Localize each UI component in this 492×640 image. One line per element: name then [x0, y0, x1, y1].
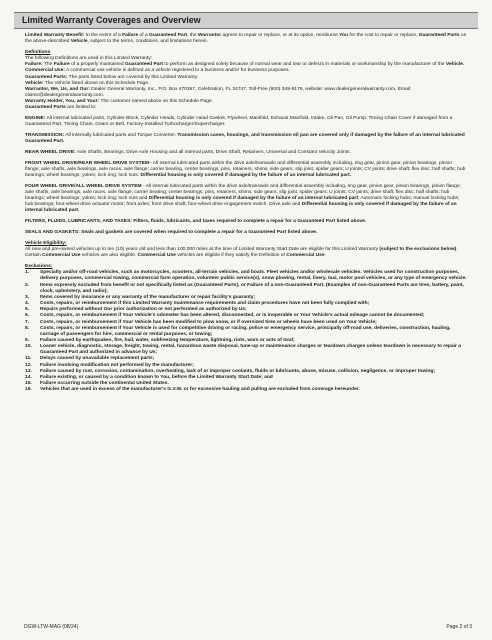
exclusion-item [25, 283, 468, 295]
exclusion-item [25, 387, 468, 393]
coverage-front-wheel-drive: FRONT WHEEL DRIVE/REAR WHEEL DRIVE SYSTEM– All internal lubricated parts within the drive axle/transaxle and differential assembly including, ring gear, pinion gear, pinion bearings, pinion flange; axle shafts, axle bearings, axle races, axle flange; carrier bearing, center bearings, pins, retainers, shims, side gears, slip joint, spider gears; U joints; CV joints; drive shaft; flex disc; half shafts; hub bearings; wheel bearings; yokes; lock ring; lock nuts. Differential housing is only covered if damaged by the failure of an internal lubricated part. [25, 160, 466, 178]
exclusion-text: Items covered by insurance or any warranty of the manufacturer or repair facility's guaranty; [40, 294, 256, 300]
definitions-section [25, 50, 468, 112]
definition-commercial-use: Commercial Use: A commercial use vehicle is defined as a vehicle registered to a business and/or for business purposes. [25, 68, 290, 74]
exclusion-text: Specialty and/or off-road vehicles, such as motorcycles, scooters, all-terrain vehicles, and boats. Fleet vehicles and/or wholesale vehicles. Vehicles used for construction purposes, delivery purposes, commercial towing, commercial farm operation, volunteer public service(s), snow plowing, rental, livery, taxi, motor pool vehicles, or any type of emergency vehicle. [40, 270, 467, 282]
exclusion-number: 13. [25, 368, 32, 374]
coverage-seals-gaskets: SEALS AND GASKETS: Seals and gaskets are covered when required to complete a repair for a Guaranteed Part listed above. [25, 229, 318, 235]
exclusion-text: Items expressly excluded from benefit or not specifically listed as (Guaranteed Parts), or Failure of a non-Guaranteed Part. (Examples of non-Guaranteed Parts are tires, battery, paint, clock, upholstery, and radio); [40, 282, 464, 294]
definition-warranty-holder: Warranty Holder, You, and Your: The customer named above on this Schedule Page. [25, 99, 214, 105]
exclusion-number: 16. [25, 387, 32, 393]
exclusion-number: 12. [25, 362, 32, 368]
exclusion-number: 10. [25, 344, 32, 350]
exclusion-text: Failure caused by earthquakes, fire, hail, water, subfreezing temperature, lightning, riots, wars or acts of God; [40, 338, 295, 343]
definitions-intro: The following Definitions are used in this Limited Warranty: [25, 56, 153, 62]
exclusion-number: 1. [25, 270, 30, 276]
exclusion-number: 14. [25, 374, 32, 380]
definition-failure: Failure: The Failure of a properly maintained Guaranteed Part to perform as designed solely because of normal wear and tear or defects in materials or workmanship by the manufacturer of the Vehicle. [25, 62, 465, 68]
exclusion-number: 2. [25, 282, 30, 288]
benefit-term: Limited Warranty Benefit: [25, 33, 85, 38]
exclusion-text: Failure existing, or caused by a condition known to You, before the Limited Warranty Start Date; and [40, 374, 273, 380]
exclusion-item [25, 326, 468, 338]
definition-warrantor: Warrantor, We, Us, and Our: Dealer General Warranty, Inc., P.O. Box 470367, Celebration, FL 34747, Toll-Free (800) 349-9179, website: www.dealergeneralwarranty.com, Email: claims@dealergeneralwarranty.com. [25, 86, 412, 98]
exclusion-number: 9. [25, 338, 30, 343]
exclusion-text: Delays caused by unavailable replacement parts; [40, 356, 155, 362]
exclusion-text: Failure involving modification not performed by the manufacturer; [40, 362, 194, 368]
exclusion-text: Costs, repairs, or reimbursement if Your Vehicle's odometer has been altered, disconnected, or is inoperable or Your Vehicle's actual mileage cannot be documented; [40, 313, 425, 319]
exclusion-text: Failure occurring outside the continental United States. [40, 381, 169, 387]
coverage-engine: ENGINE: All internal lubricated parts, Cylinder Block, Cylinder Heads, Cylinder Head Gasket, Flywheel, Manifold, Exhaust Manifold, Intake, Oil Pan, Oil Pump, Timing Chain Cover if damaged from a Guaranteed Part, Timing Chain, Gears or Belt, Factory-Installed Turbocharger/Supercharger. [25, 116, 453, 128]
exclusion-number: 7. [25, 319, 30, 325]
exclusions-section [25, 264, 468, 394]
eligibility-text: All new and pre-owned vehicles up to ten (10) years old and less than 100,000 miles at the time of Limited Warranty Start Date are eligible for this Limited Warranty (subject to the exclusions below). Certain Commercial Use vehicles are also eligible. Commercial Use vehicles are eligible if they satisfy the Definition of Commercial Use. [25, 246, 458, 258]
page-number: Page 2 of 3 [446, 624, 472, 630]
coverage-filters-fluids: FILTERS, FLUIDS, LUBRICANTS, AND TAXES: Filters, fluids, lubricants, and taxes required to complete a repair for a Guaranteed Part listed above. [25, 219, 367, 225]
eligibility-section [25, 241, 468, 259]
exclusion-number: 6. [25, 313, 30, 319]
definition-vehicle: Vehicle: The Vehicle listed above on this Schedule Page. [25, 80, 150, 86]
document-body [14, 29, 478, 393]
exclusion-text: Vehicles that are used in excess of the manufacturer's G.V.W. or for excessive hauling and pulling are excluded from coverage hereunder. [40, 387, 360, 393]
exclusion-text: Costs, repairs, or reimbursement if Your Vehicle is used for competitive driving or racing, police or emergency service, principally off-road use, deliveries, construction, hauling, carriage of passengers for hire, commercial or rental purposes, or towing; [40, 325, 451, 337]
exclusion-text: Costs, repairs, or reimbursement if this Limited Warranty maintenance requirements and claim procedures have not been fully complied with; [40, 301, 370, 307]
eligibility-heading: Vehicle Eligibility: [25, 240, 67, 246]
exclusions-list [25, 270, 468, 393]
page-footer [24, 624, 472, 630]
definitions-heading: Definitions [25, 49, 51, 55]
coverage-four-wheel-drive: FOUR WHEEL DRIVE/ALL WHEEL DRIVE SYSTEM - All internal lubricated parts within the drive axle/transaxle and differential assembly including, ring gear, pinion gear, pinion bearings, pinion flange; axle shafts, axle bearings, axle races, axle flange; carrier bearing, center bearings, pins, retainers, shims, side gears, slip joint, spider gears; U joints; CV joints; drive shaft; flex disc; half shafts; hub bearings; wheel bearings; yokes; lock ring; lock nuts and Differential housing is only covered if damaged by the failure of an internal lubricated part; Automatic locking hubs; manual locking hubs; hub bearings; four-wheel drive actuator motor; front axles; front drive shaft; four-wheel drive engagement switch. Drive axle and Differential housing is only covered if damaged by the failure of an internal lubricated part. [25, 183, 461, 214]
coverage-rear-wheel-drive: REAR WHEEL DRIVE: Axle Shafts, Bearings, Drive Axle Housing and all internal parts, Drive Shaft, Retainers, Universal and Constant Velocity Joints. [25, 149, 351, 155]
benefit-paragraph: Limited Warranty Benefit: In the event of a Failure of a Guaranteed Part, the Warrantor agrees to repair or replace, or at its option, reimburse You for the cost to repair or replace, Guaranteed Parts on the above-described Vehicle, subject to the terms, conditions, and limitations herein. [25, 33, 467, 45]
exclusion-number: 3. [25, 294, 30, 300]
exclusion-number: 5. [25, 307, 30, 313]
coverage-transmission: TRANSMISSION: All internally lubricated parts and Torque Converter. Transmission cases, housings, and transmission oil pan are covered only if damaged by the failure of an internal lubricated Guaranteed Part. [25, 132, 465, 145]
exclusion-number: 4. [25, 301, 30, 307]
exclusion-item [25, 270, 468, 282]
exclusion-text: Costs, repairs, or reimbursement if Your Vehicle has been modified to plow snow, or if oversized tires or wheels have been used on Your Vehicle; [40, 319, 377, 325]
exclusion-number: 11. [25, 356, 32, 362]
page-title: Limited Warranty Coverages and Overview [14, 12, 478, 29]
exclusion-number: 15. [25, 381, 32, 387]
form-code: DGW-LTW-MAG (08/24) [24, 624, 79, 630]
exclusion-text: Loaner vehicle, diagnostic, storage, freight, towing, rental, hazardous waste disposal, tune-up or maintenance charges or teardown charges unless teardown is necessary to repair a Guaranteed Part and authorized in advance by Us; [40, 344, 461, 356]
exclusion-number: 8. [25, 325, 30, 331]
definition-guaranteed-parts: Guaranteed Parts: The parts listed below are covered by this Limited Warranty. [25, 74, 199, 80]
exclusions-heading: Exclusions: [25, 263, 53, 269]
exclusion-text: Repairs performed without Our prior authorization or not performed as authorized by Us; [40, 307, 247, 313]
exclusion-text: Failure caused by rust, corrosion, contamination, overheating, lack of or improper coolants, fluids or lubricants, abuse, misuse, collision, negligence, or improper towing; [40, 368, 436, 374]
exclusion-item [25, 344, 468, 356]
guaranteed-parts-limited: Guaranteed Parts are limited to: [25, 105, 97, 111]
